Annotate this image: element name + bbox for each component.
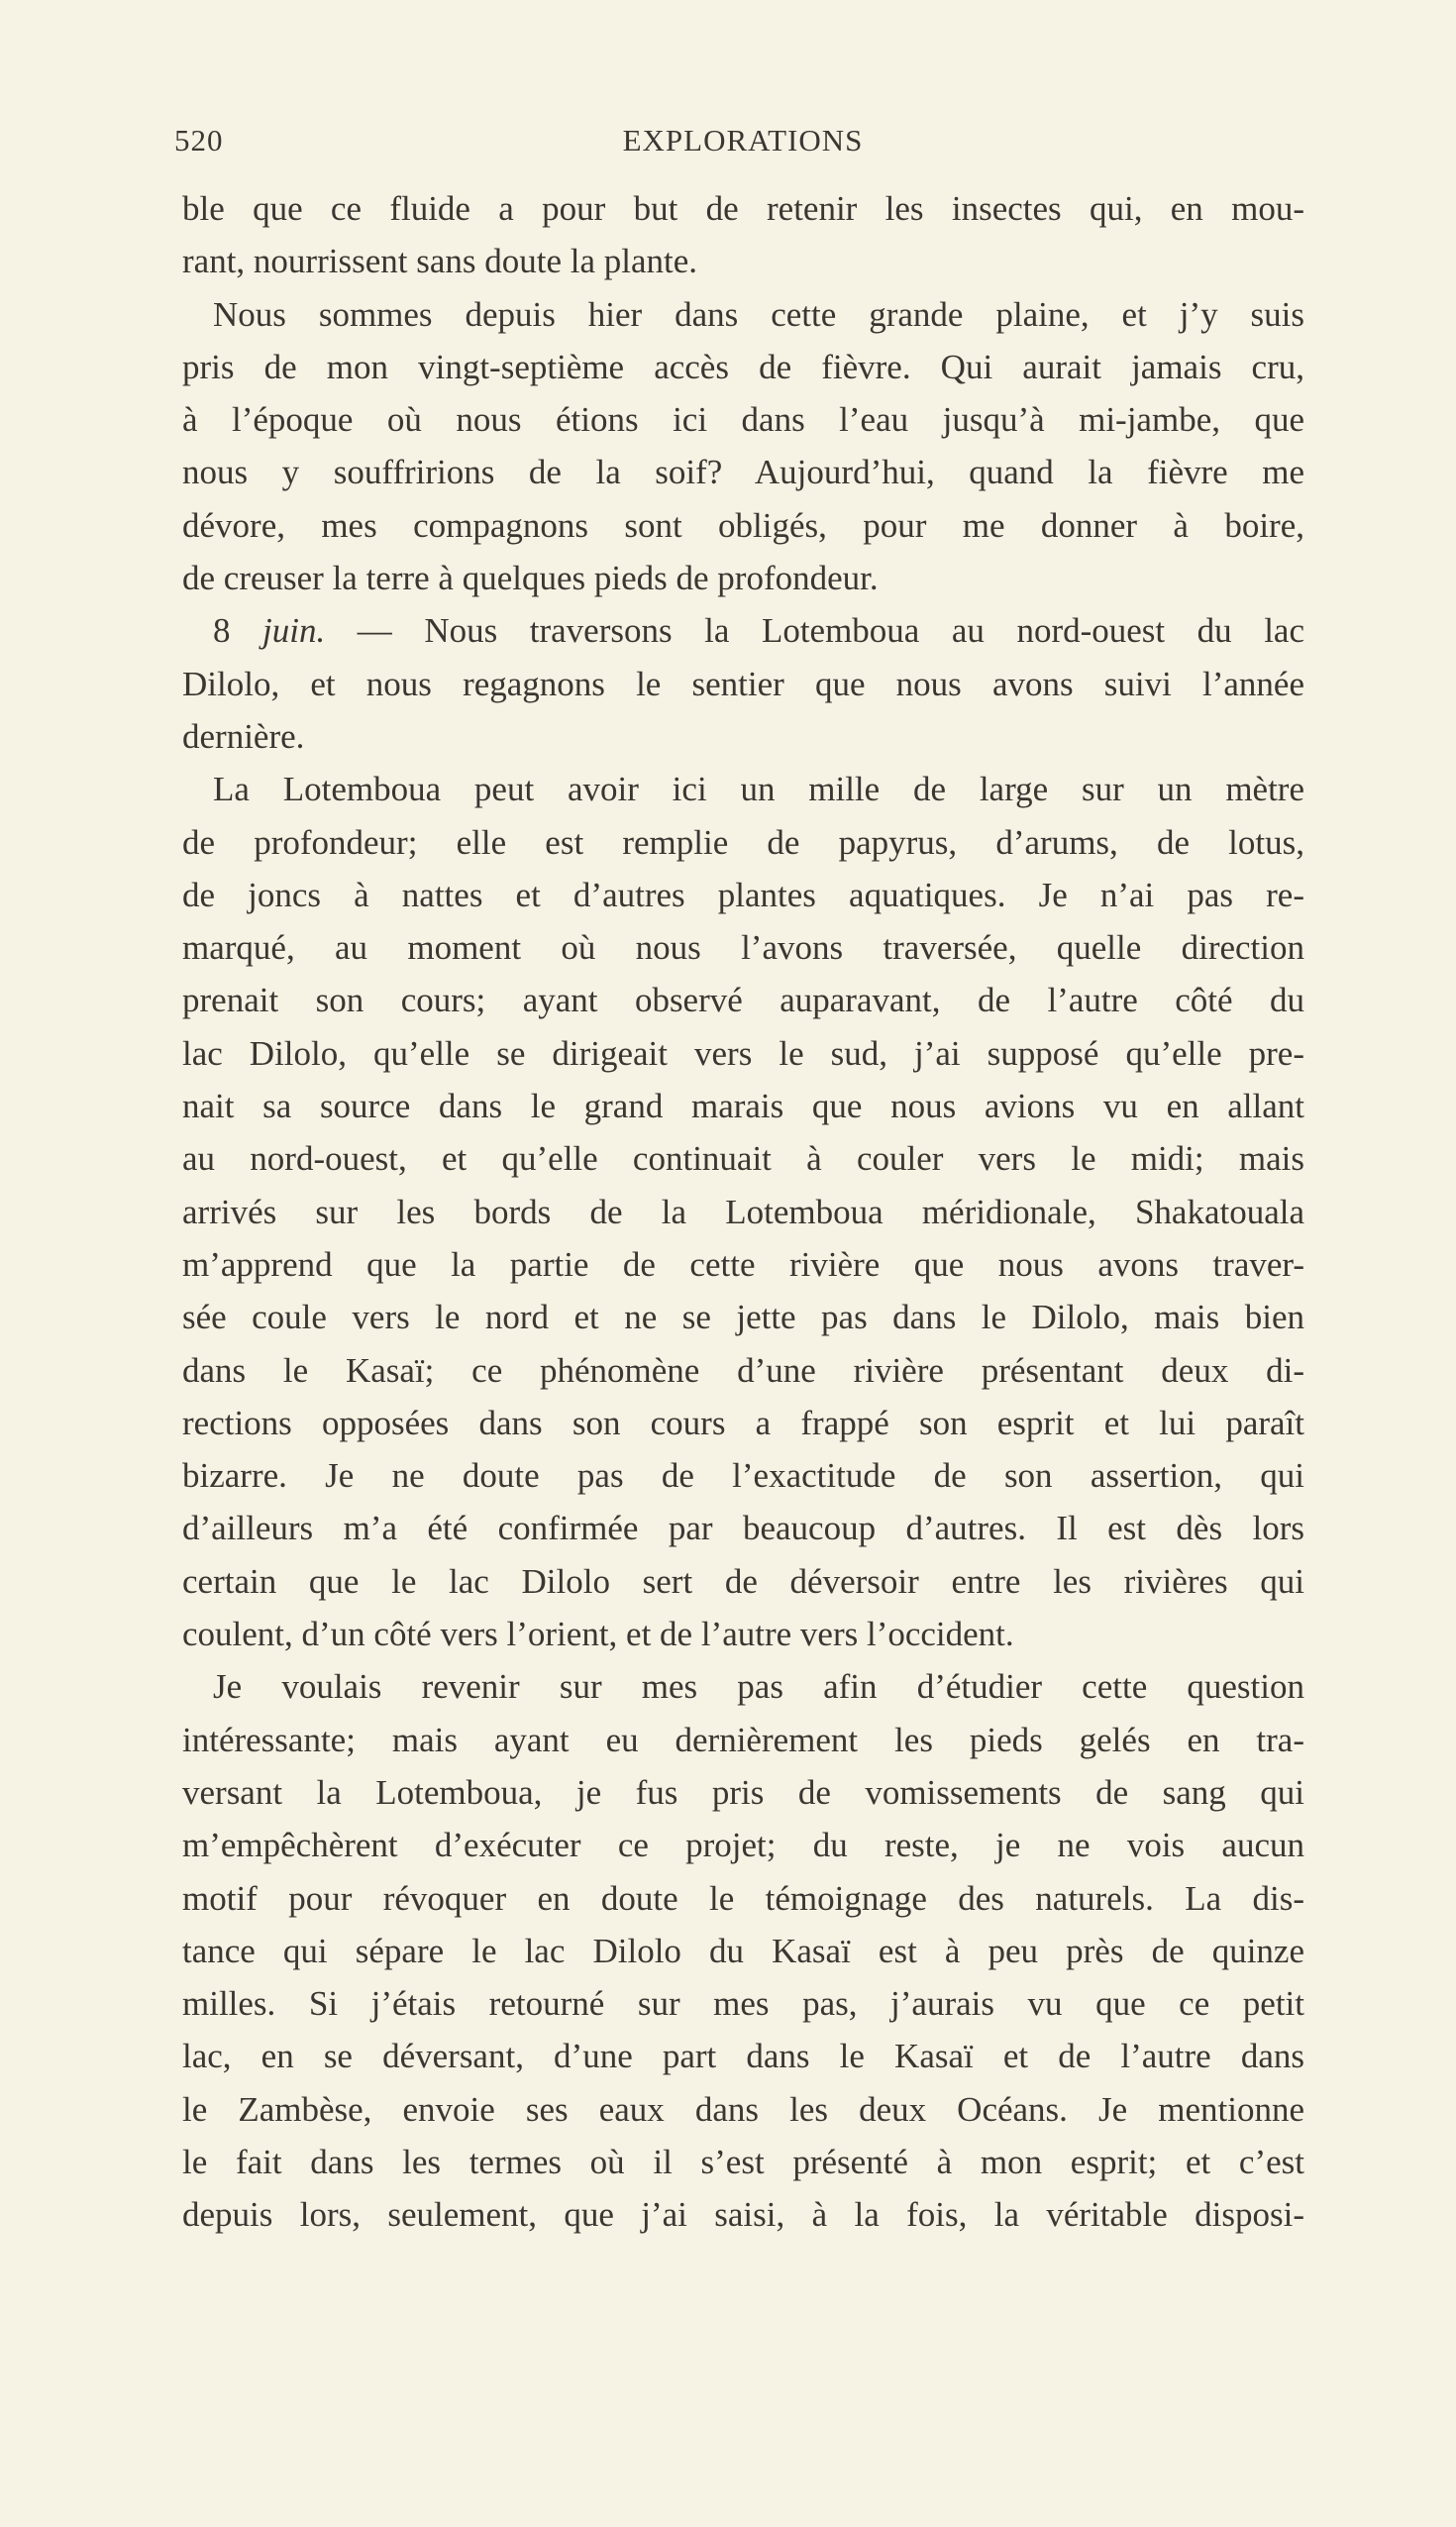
date-day: 8 — [213, 611, 263, 651]
text-line: bizarre. Je ne doute pas de l’exactitude de son assertion, qui — [182, 1456, 1304, 1496]
text-line: de creuser la terre à quelques pieds de profondeur. — [182, 559, 879, 598]
text-line: versant la Lotemboua, je fus pris de vomissements de sang qui — [182, 1772, 1304, 1812]
text-line: coulent, d’un côté vers l’orient, et de l’autre vers l’occident. — [182, 1615, 1014, 1654]
text-line: ble que ce fluide a pour but de retenir les insectes qui, en mou- — [182, 189, 1304, 228]
text-line: lac Dilolo, qu’elle se dirigeait vers le sud, j’ai supposé qu’elle pre- — [182, 1033, 1304, 1073]
text-line: le fait dans les termes où il s’est présenté à mon esprit; et c’est — [182, 2142, 1304, 2181]
text-line: dans le Kasaï; ce phénomène d’une rivière présentant deux di- — [182, 1350, 1304, 1390]
text-line: rections opposées dans son cours a frappé son esprit et lui paraît — [182, 1403, 1304, 1442]
text-line: Nous sommes depuis hier dans cette grande plaine, et j’y suis — [213, 294, 1304, 334]
text-line: m’empêchèrent d’exécuter ce projet; du reste, je ne vois aucun — [182, 1826, 1304, 1865]
text-line: de joncs à nattes et d’autres plantes aquatiques. Je n’ai pas re- — [182, 875, 1304, 914]
text-line: Dilolo, et nous regagnons le sentier que nous avons suivi l’année — [182, 664, 1304, 703]
text-line: depuis lors, seulement, que j’ai saisi, à la fois, la véritable disposi- — [182, 2195, 1304, 2235]
text-line: intéressante; mais ayant eu dernièrement les pieds gelés en tra- — [182, 1720, 1304, 1759]
text-line: marqué, au moment où nous l’avons traversée, quelle direction — [182, 928, 1304, 968]
text-line: pris de mon vingt-septième accès de fièvre. Qui aurait jamais cru, — [182, 347, 1304, 386]
text-line: d’ailleurs m’a été confirmée par beaucoup d’autres. Il est dès lors — [182, 1509, 1304, 1548]
body-text — [182, 182, 1304, 2242]
text-line: prenait son cours; ayant observé auparavant, de l’autre côté du — [182, 981, 1304, 1020]
page-number: 520 — [174, 123, 224, 158]
text-line: à l’époque où nous étions ici dans l’eau jusqu’à mi-jambe, que — [182, 400, 1304, 440]
text-line: dévore, mes compagnons sont obligés, pour me donner à boire, — [182, 505, 1304, 545]
text-line: sée coule vers le nord et ne se jette pas dans le Dilolo, mais bien — [182, 1298, 1304, 1337]
text-line: tance qui sépare le lac Dilolo du Kasaï est à peu près de quinze — [182, 1931, 1304, 1970]
text-line: dernière. — [182, 716, 305, 756]
date-entry-text: — Nous traversons la Lotemboua au nord-ouest du lac — [325, 611, 1305, 651]
text-line: rant, nourrissent sans doute la plante. — [182, 242, 698, 281]
text-line: m’apprend que la partie de cette rivière que nous avons traver- — [182, 1244, 1304, 1284]
text-line: arrivés sur les bords de la Lotemboua méridionale, Shakatouala — [182, 1192, 1304, 1231]
text-line: Je voulais revenir sur mes pas afin d’étudier cette question — [213, 1667, 1304, 1707]
text-line: le Zambèse, envoie ses eaux dans les deux Océans. Je mentionne — [182, 2089, 1304, 2129]
text-line: au nord-ouest, et qu’elle continuait à couler vers le midi; mais — [182, 1139, 1304, 1179]
text-line: certain que le lac Dilolo sert de déversoir entre les rivières qui — [182, 1561, 1304, 1601]
text-line: nous y souffririons de la soif? Aujourd’hui, quand la fièvre me — [182, 453, 1304, 492]
text-line: milles. Si j’étais retourné sur mes pas, j’aurais vu que ce petit — [182, 1984, 1304, 2024]
text-line: nait sa source dans le grand marais que nous avions vu en allant — [182, 1087, 1304, 1126]
date-month: juin. — [262, 611, 326, 651]
text-line: motif pour révoquer en doute le témoignage des naturels. La dis- — [182, 1878, 1304, 1918]
text-line: La Lotemboua peut avoir ici un mille de large sur un mètre — [213, 770, 1304, 809]
running-title: EXPLORATIONS — [622, 123, 864, 158]
text-line: de profondeur; elle est remplie de papyrus, d’arums, de lotus, — [182, 822, 1304, 862]
text-line: lac, en se déversant, d’une part dans le Kasaï et de l’autre dans — [182, 2037, 1304, 2076]
text-line-date — [182, 604, 1304, 657]
